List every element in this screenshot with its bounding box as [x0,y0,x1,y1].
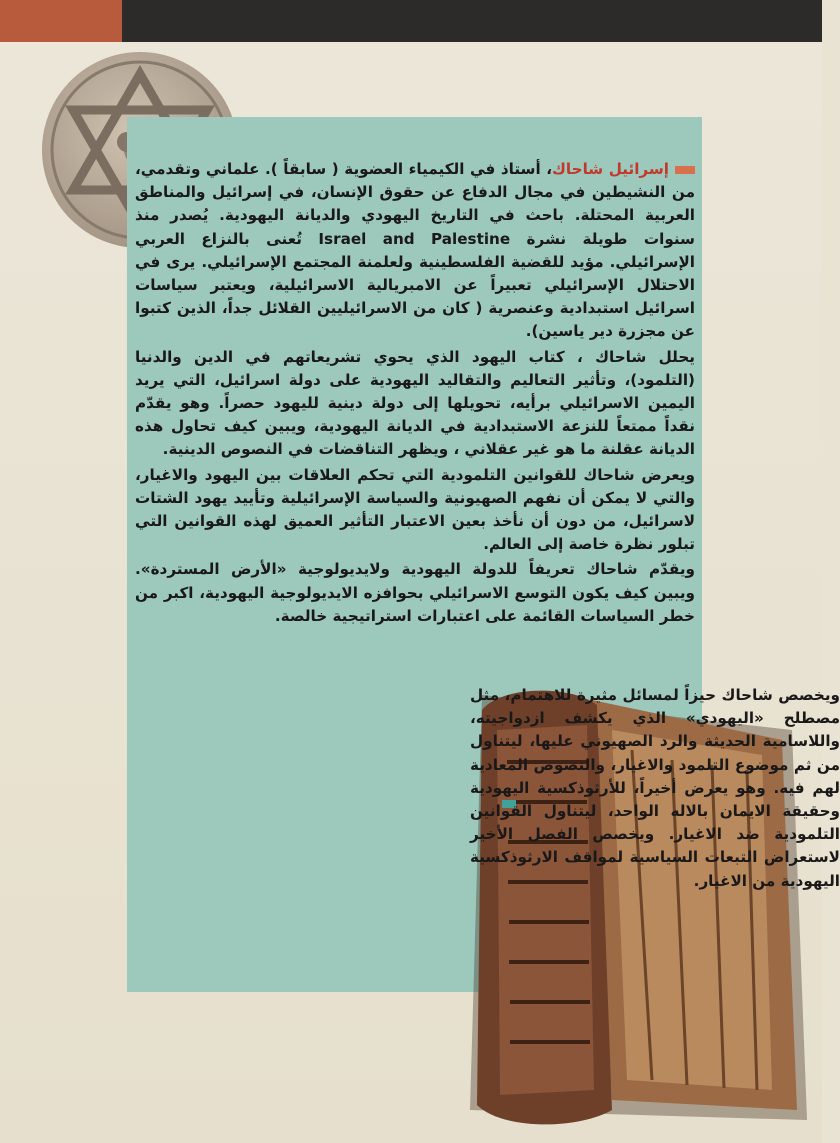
book-description [135,158,695,630]
top-dark-band [0,0,822,42]
author-name: إسرائيل شاحاك [552,160,669,178]
paragraph-laws: ويعرض شاحاك للقوانين التلمودية التي تحكم العلاقات بين اليهود والاغيار، والتي لا يمكن أن نفهم الصهيونية والسياسة الإسرائيلية وتأييد يهود الشتات لاسرائيل، من دون أن نأخذ بعين الاعتبار التأثير العميق لهذه القوانين التي تبلور نظرة خاصة إلى العالم. [135,465,695,554]
paragraph-topics: ويخصص شاحاك حيزاً لمسائل مثيرة للاهتمام، مثل مصطلح «اليهودي» الذي يكشف ازدواجيته، واللاسامية الحديثة والرد الصهيوني عليها، ليتناول من ثم موضوع التلمود والاغيار، والنصوص المعادية لهم فيه. وهو يعرض أخيراً، للأرثوذكسية اليهودية وحقيقة الايمان بالاله الواحد، ليتناول القوانين التلمودية ضد الاغيار. ويخصص الفصل الأخير لاستعراض التبعات السياسية لمواقف الارثوذكسية اليهودية من الاغيار. [470,686,840,890]
top-accent-strip [0,0,122,42]
author-intro: ، أستاذ في الكيمياء العضوية ( سابقاً ). علماني وتقدمي، من النشيطين في مجال الدفاع عن حقوق الإنسان، في إسرائيل والمناطق العربية المحتلة. باحث في التاريخ اليهودي والديانة اليهودية. يُصدر منذ سنوات طويلة نشرة Israel and Palestine تُعنى بالنزاع العربي الإسرائيلي. مؤيد للقضية الفلسطينية ولعلمنة المجتمع الإسرائيلي. يرى في الاحتلال الإسرائيلي تعبيراً عن الامبريالية الاسرائيلية، ويعتبر سياسات اسرائيل استبدادية وعنصرية ( كان من الاسرائيليين القلائل جداً، الذين كتبوا عن مجزرة دير ياسين). [135,160,695,341]
paragraph-talmud: يحلل شاحاك ، كتاب اليهود الذي يحوي تشريعاتهم في الدين والدنيا (التلمود)، وتأثير التعاليم والتقاليد اليهودية على دولة اسرائيل، التي يريد اليمين الاسرائيلي برأيه، تحويلها إلى دولة دينية لليهود حصراً. وهو يقدّم نقداً ممتعاً للنزعة الاستبدادية في الديانة اليهودية، ويبين كيف تحاول هذه الديانة عقلنة ما هو غير عقلاني ، ويظهر التناقضات في النصوص الدينية. [135,347,695,459]
bullet-marker [675,166,695,174]
author-paragraph [135,158,695,344]
final-description [300,684,840,895]
paragraph-state: ويقدّم شاحاك تعريفاً للدولة اليهودية ولايديولوجية «الأرض المستردة». ويبين كيف يكون التوسع الاسرائيلي بحوافزه الايديولوجية اليهودية، اكبر من خطر السياسات القائمة على اعتبارات استراتيجية خالصة. [135,560,695,625]
